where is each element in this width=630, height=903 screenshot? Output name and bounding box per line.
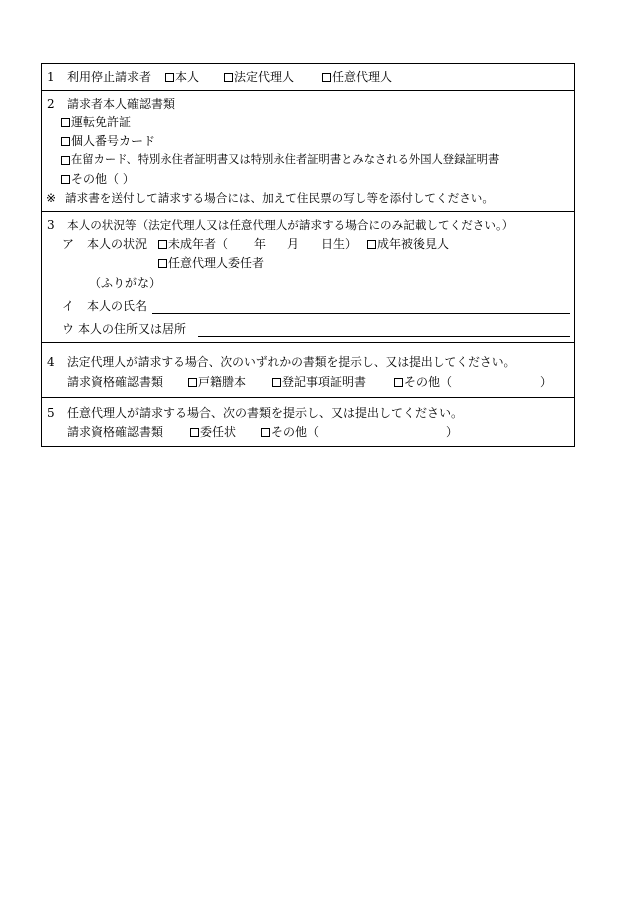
doc-family-register[interactable] (188, 374, 246, 390)
section-1-requester-type (42, 64, 574, 91)
section-5-number: 5 (47, 406, 55, 420)
checkbox[interactable] (394, 378, 403, 387)
birth-day-label: 日生） (321, 237, 358, 251)
doc-other-legal-label: その他（ (404, 375, 453, 389)
doc-my-number-card[interactable] (61, 133, 155, 149)
birth-month-label: 月 (287, 237, 300, 251)
section-1-number: 1 (47, 70, 55, 84)
birth-year-label: 年 (254, 237, 267, 251)
principal-status-label: 本人の状況 (87, 237, 148, 251)
checkbox[interactable] (165, 73, 174, 82)
checkbox[interactable] (61, 156, 70, 165)
status-principal[interactable] (158, 255, 264, 271)
option-voluntary-agent-label: 任意代理人 (332, 70, 393, 84)
doc-power-of-attorney[interactable] (190, 424, 236, 440)
doc-other-label: その他（ ） (71, 172, 135, 186)
item-a-mark: ア (62, 237, 75, 251)
section-3-number: 3 (47, 218, 55, 232)
section-2-label: 請求者本人確認書類 (67, 97, 176, 111)
section-4-legal-representative-docs (42, 343, 574, 398)
status-principal-label: 任意代理人委任者 (168, 256, 265, 270)
principal-name-label: 本人の氏名 (87, 299, 148, 313)
section-2-identity-documents (42, 91, 574, 212)
checkbox[interactable] (190, 428, 199, 437)
checkbox[interactable] (322, 73, 331, 82)
mailing-note: 請求書を送付して請求する場合には、加えて住民票の写し等を添付してください。 (65, 191, 494, 205)
furigana-label: （ふりがな） (89, 276, 162, 290)
section-3-principal-status (42, 212, 574, 343)
doc-other[interactable] (61, 171, 135, 187)
status-minor[interactable] (158, 236, 228, 252)
qualification-docs-label: 請求資格確認書類 (67, 425, 164, 439)
section-2-number: 2 (47, 97, 55, 111)
doc-residence-card-label: 在留カード、特別永住者証明書又は特別永住者証明書とみなされる外国人登録証明書 (71, 153, 500, 166)
item-u-mark: ウ (62, 322, 75, 336)
section-1-label: 利用停止請求者 (67, 70, 152, 84)
item-i-mark: イ (62, 299, 75, 313)
checkbox[interactable] (367, 240, 376, 249)
status-adult-ward-label: 成年被後見人 (377, 237, 450, 251)
close-paren: ） (446, 425, 459, 439)
close-paren: ） (540, 375, 553, 389)
checkbox[interactable] (61, 118, 70, 127)
checkbox[interactable] (272, 378, 281, 387)
section-5-label: 任意代理人が請求する場合、次の書類を提示し、又は提出してください。 (67, 406, 464, 420)
request-form (41, 63, 575, 447)
doc-power-of-attorney-label: 委任状 (200, 425, 237, 439)
option-voluntary-agent[interactable] (322, 69, 392, 85)
option-self-label: 本人 (175, 70, 200, 84)
doc-drivers-license[interactable] (61, 114, 131, 130)
doc-my-number-card-label: 個人番号カード (71, 134, 156, 148)
checkbox[interactable] (224, 73, 233, 82)
checkbox[interactable] (61, 175, 70, 184)
doc-other-voluntary[interactable] (261, 424, 319, 440)
option-legal-representative-label: 法定代理人 (234, 70, 295, 84)
doc-residence-card[interactable] (61, 152, 499, 168)
note-mark: ※ (46, 191, 57, 205)
doc-registry-certificate-label: 登記事項証明書 (282, 375, 367, 389)
option-legal-representative[interactable] (224, 69, 294, 85)
doc-other-voluntary-label: その他（ (271, 425, 320, 439)
checkbox[interactable] (188, 378, 197, 387)
principal-address-field[interactable] (198, 336, 570, 337)
status-adult-ward[interactable] (367, 236, 449, 252)
checkbox[interactable] (61, 137, 70, 146)
section-4-label: 法定代理人が請求する場合、次のいずれかの書類を提示し、又は提出してください。 (67, 355, 516, 369)
checkbox[interactable] (158, 259, 167, 268)
principal-name-field[interactable] (152, 313, 570, 314)
qualification-docs-label: 請求資格確認書類 (67, 375, 164, 389)
checkbox[interactable] (158, 240, 167, 249)
section-4-number: 4 (47, 355, 55, 369)
checkbox[interactable] (261, 428, 270, 437)
section-3-label: 本人の状況等（法定代理人又は任意代理人が請求する場合にのみ記載してください。） (67, 218, 514, 232)
doc-other-legal[interactable] (394, 374, 452, 390)
doc-drivers-license-label: 運転免許証 (71, 115, 132, 129)
principal-address-label: 本人の住所又は居所 (78, 322, 187, 336)
section-5-voluntary-agent-docs (42, 398, 574, 446)
option-self[interactable] (165, 69, 199, 85)
doc-registry-certificate[interactable] (272, 374, 366, 390)
status-minor-label: 未成年者（ (168, 237, 229, 251)
doc-family-register-label: 戸籍謄本 (198, 375, 247, 389)
